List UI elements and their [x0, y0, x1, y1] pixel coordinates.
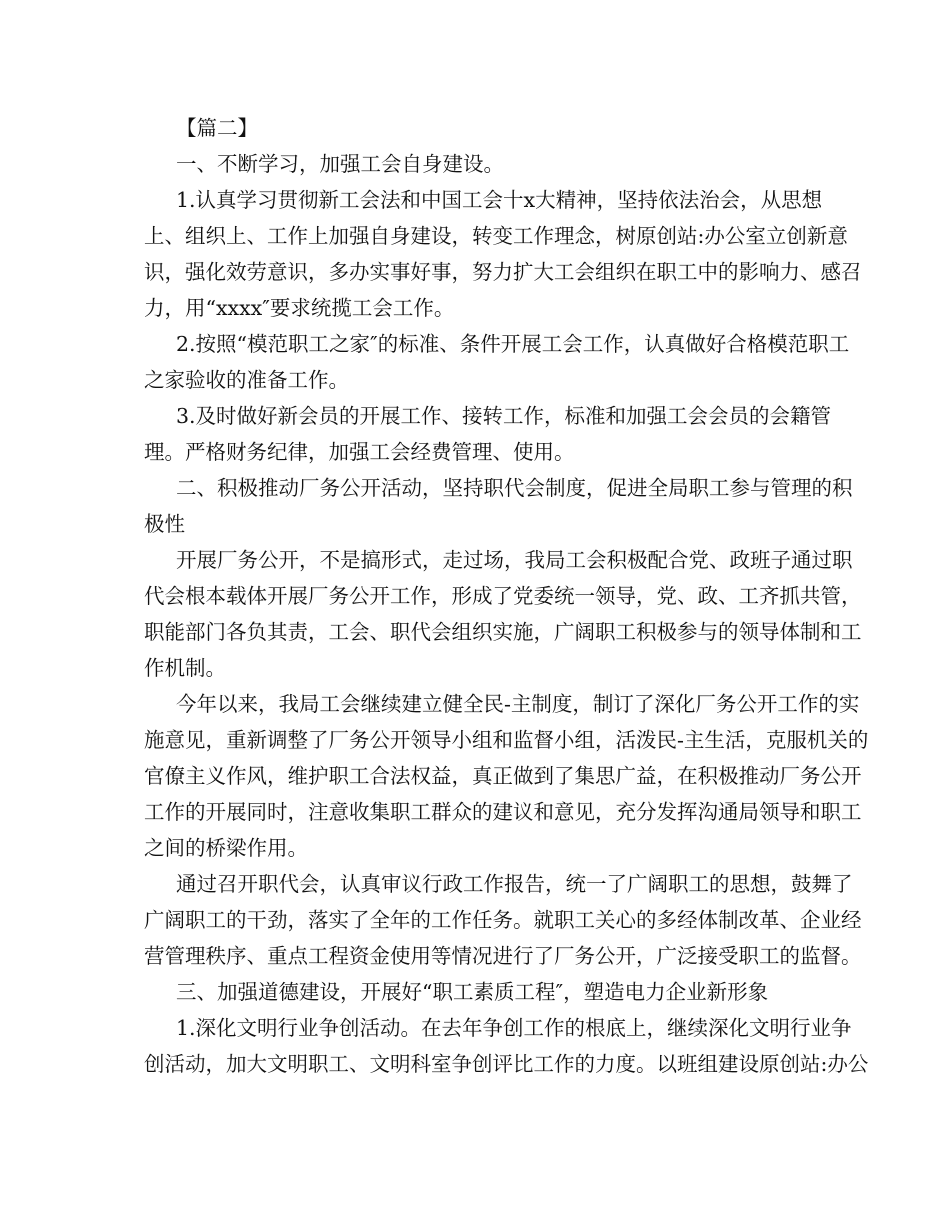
- paragraph: [144, 974, 824, 1010]
- text-line: 力，用“xxxx″要求统揽工会工作。: [144, 296, 455, 320]
- text-line: 官僚主义作风，维护职工合法权益，真正做到了集思广益，在积极推动厂务公开: [144, 764, 862, 788]
- text-line: 代会根本载体开展厂务公开工作，形成了党委统一领导，党、政、工齐抓共管，: [144, 584, 862, 608]
- paragraph: [144, 686, 869, 866]
- document-page: [144, 110, 869, 1082]
- text-line: 理。严格财务纪律，加强工会经费管理、使用。: [144, 440, 575, 464]
- text-line: 开展厂务公开，不是搞形式，走过场，我局工会积极配合党、政班子通过职: [176, 548, 853, 572]
- paragraph: [144, 542, 862, 686]
- text-line: 之家验收的准备工作。: [144, 368, 349, 392]
- text-line: 3.及时做好新会员的开展工作、接转工作，标准和加强工会会员的会籍管: [176, 404, 832, 428]
- text-line: 一、不断学习，加强工会自身建设。: [176, 152, 504, 176]
- paragraph: [144, 146, 824, 182]
- text-line: 广阔职工的干劲，落实了全年的工作任务。就职工关心的多经体制改革、企业经: [144, 908, 862, 932]
- section-heading: [144, 110, 824, 146]
- paragraph: [144, 398, 832, 470]
- text-line: 上、组织上、工作上加强自身建设，转变工作理念，树原创站:办公室立创新意: [144, 224, 848, 248]
- text-line: 之间的桥梁作用。: [144, 836, 308, 860]
- paragraph: [144, 326, 850, 398]
- text-line: 1.认真学习贯彻新工会法和中国工会十x大精神，坚持依法治会，从思想: [176, 188, 823, 212]
- paragraph: [144, 866, 862, 974]
- text-line: 创活动，加大文明职工、文明科室争创评比工作的力度。以班组建设原创站:办公: [144, 1052, 869, 1076]
- text-line: 识，强化效劳意识，多办实事好事，努力扩大工会组织在职工中的影响力、感召: [144, 260, 862, 284]
- paragraph: [144, 470, 853, 542]
- text-line: 今年以来，我局工会继续建立健全民-主制度，制订了深化厂务公开工作的实: [176, 692, 860, 716]
- text-line: 作机制。: [144, 656, 226, 680]
- text-line: 工作的开展同时，注意收集职工群众的建议和意见，充分发挥沟通局领导和职工: [144, 800, 862, 824]
- text-line: 通过召开职代会，认真审议行政工作报告，统一了广阔职工的思想，鼓舞了: [176, 872, 853, 896]
- text-line: 施意见，重新调整了厂务公开领导小组和监督小组，活泼民-主生活，克服机关的: [144, 728, 869, 752]
- text-line: 二、积极推动厂务公开活动，坚持职代会制度，促进全局职工参与管理的积: [176, 476, 853, 500]
- text-line: 三、加强道德建设，开展好“职工素质工程″，塑造电力企业新形象: [176, 980, 769, 1004]
- text-line: 2.按照“模范职工之家″的标准、条件开展工会工作，认真做好合格模范职工: [176, 332, 850, 356]
- text-line: 营管理秩序、重点工程资金使用等情况进行了厂务公开，广泛接受职工的监督。: [144, 944, 862, 968]
- text-line: 极性: [144, 512, 185, 536]
- text-line: 【篇二】: [176, 116, 258, 140]
- text-line: 1.深化文明行业争创活动。在去年争创工作的根底上，继续深化文明行业争: [176, 1016, 852, 1040]
- paragraph: [144, 182, 862, 326]
- text-line: 职能部门各负其责，工会、职代会组织实施，广阔职工积极参与的领导体制和工: [144, 620, 862, 644]
- paragraph: [144, 1010, 869, 1082]
